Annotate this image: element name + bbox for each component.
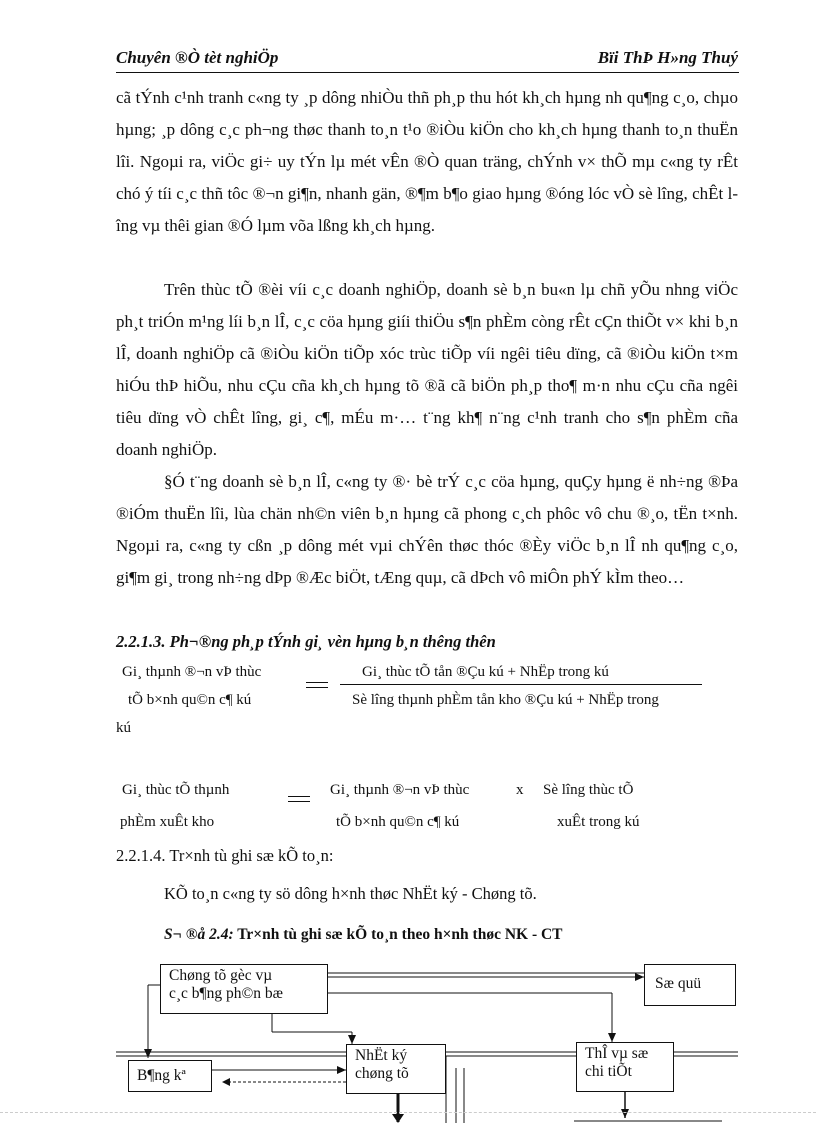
box-ledger — [576, 1042, 674, 1092]
paragraph-3: §Ó t¨ng doanh sè b¸n lÎ, c«ng ty ®· bè trÝ c¸c cöa hµng, quÇy hµng ë nh÷ng ®Þa ®iÓm thuËn lîi, lùa chän nh©n viên b¸n hµng cã phong c¸ch phôc vô chu ®¸o, tËn t×nh. Ngoµi ra, c«ng ty cßn ¸p dông mét vµi chÝên thøc thóc ®Èy viÖc b¸n lÎ nh qu¶ng c¸o, gi¶m gi¸ trong nh÷ng dÞp ®Æc biÖt, tÆng quµ, cã dÞch vô miÔn phÝ kÌm theo… — [116, 472, 738, 587]
box-journal — [346, 1044, 446, 1094]
formula2-operator: x — [516, 782, 524, 798]
section-heading-2214: 2.2.1.4. Tr×nh tù ghi sæ kÕ to¸n: — [116, 846, 334, 865]
formula1-denominator-line1: Sè lîng thµnh phÈm tån kho ®Çu kú + NhËp trong — [352, 692, 659, 708]
page-header-author: Bïi ThÞ H»ng Thuý — [597, 48, 738, 67]
page-bottom-edge — [0, 1112, 816, 1113]
box-source-documents-line1: Chøng tõ gèc vµ — [169, 967, 273, 984]
page-header-title: Chuyên ®Ò tèt nghiÖp — [116, 48, 279, 67]
box-journal-line1: NhËt ký — [355, 1047, 408, 1064]
formula1-lhs-line1: Gi¸ thµnh ®¬n vÞ thùc — [122, 664, 262, 680]
formula2-factor2-line1: Sè lîng thùc tÕ — [543, 782, 634, 798]
diagram-caption-text: Tr×nh tù ghi sæ kÕ to¸n theo h×nh thøc NK - CT — [233, 926, 563, 943]
section-heading-2213: 2.2.1.3. Ph¬®ng ph¸p tÝnh gi¸ vèn hµng b¸n thêng thên — [116, 632, 496, 651]
box-list: B¶ng kª — [128, 1060, 212, 1092]
paragraph-accounting-form: KÕ to¸n c«ng ty sö dông h×nh thøc NhËt ký - Chøng tõ. — [164, 884, 537, 903]
box-journal-line2: chøng tõ — [355, 1065, 409, 1082]
paragraph-2: Trên thùc tÕ ®èi víi c¸c doanh nghiÖp, doanh sè b¸n bu«n lµ chñ yÕu nhng viÖc ph¸t triÓn m¹ng líi b¸n lÎ, c¸c cöa hµng giíi thiÖu s¶n phÈm còng rÊt cÇn thiÕt v× khi b¸n lÎ, doanh nghiÖp cã ®iÒu kiÖn tiÕp xóc trùc tiÕp víi ngêi tiêu dïng, cã ®iÒu kiÖn t×m hiÓu thÞ hiÕu, nhu cÇu cña kh¸ch hµng tõ ®ã cã biÖn ph¸p tho¶ m·n nhu cÇu cña ngêi tiêu dïng vÒ chÊt lîng, gi¸ c¶, mÉu m·… t¨ng kh¶ n¨ng c¹nh tranh cho s¶n phÈm cña doanh nghiÖp. — [116, 280, 738, 459]
formula2-factor1-line1: Gi¸ thµnh ®¬n vÞ thùc — [330, 782, 470, 798]
formula2-factor2-line2: xuÊt trong kú — [557, 814, 640, 830]
diagram-caption-label: S¬ ®å 2.4: — [164, 926, 234, 943]
formula2-lhs-line2: phÈm xuÊt kho — [120, 814, 215, 830]
formula2-factor1-line2: tÕ b×nh qu©n c¶ kú — [336, 814, 460, 830]
box-source-documents-line2: c¸c b¶ng ph©n bæ — [169, 985, 283, 1002]
formula1-denominator-line2: kú — [116, 720, 131, 736]
box-cash-book: Sæ quü — [644, 964, 736, 1006]
box-ledger-line2: chi tiÕt — [585, 1063, 632, 1080]
formula1-lhs-line2: tÕ b×nh qu©n c¶ kú — [128, 692, 252, 708]
formula2-lhs-line1: Gi¸ thùc tÕ thµnh — [122, 782, 230, 798]
formula1-numerator: Gi¸ thùc tÕ tån ®Çu kú + NhËp trong kú — [362, 664, 609, 680]
paragraph-1: cã tÝnh c¹nh tranh c«ng ty ¸p dông nhiÒu thñ ph¸p thu hót kh¸ch hµng nh qu¶ng c¸o, chµo hµng; ¸p dông c¸c ph¬ng thøc thanh to¸n t¹o ®iÒu kiÖn cho kh¸ch hµng thanh to¸n thuËn lîi. Ngoµi ra, viÖc gi÷ uy tÝn lµ mét vÊn ®Ò quan träng, chÝnh v× thÕ mµ c«ng ty rÊt chó ý tíi c¸c thñ tôc ®¬n gi¶n, nhanh gän, ®¶m b¶o giao hµng ®óng lóc vÒ sè lîng, chÊt lîng vµ thêi gian ®Ó lµm võa lßng kh¸ch hµng. — [116, 88, 738, 235]
box-source-documents — [160, 964, 328, 1014]
box-ledger-line1: ThÎ vµ sæ — [585, 1045, 649, 1062]
